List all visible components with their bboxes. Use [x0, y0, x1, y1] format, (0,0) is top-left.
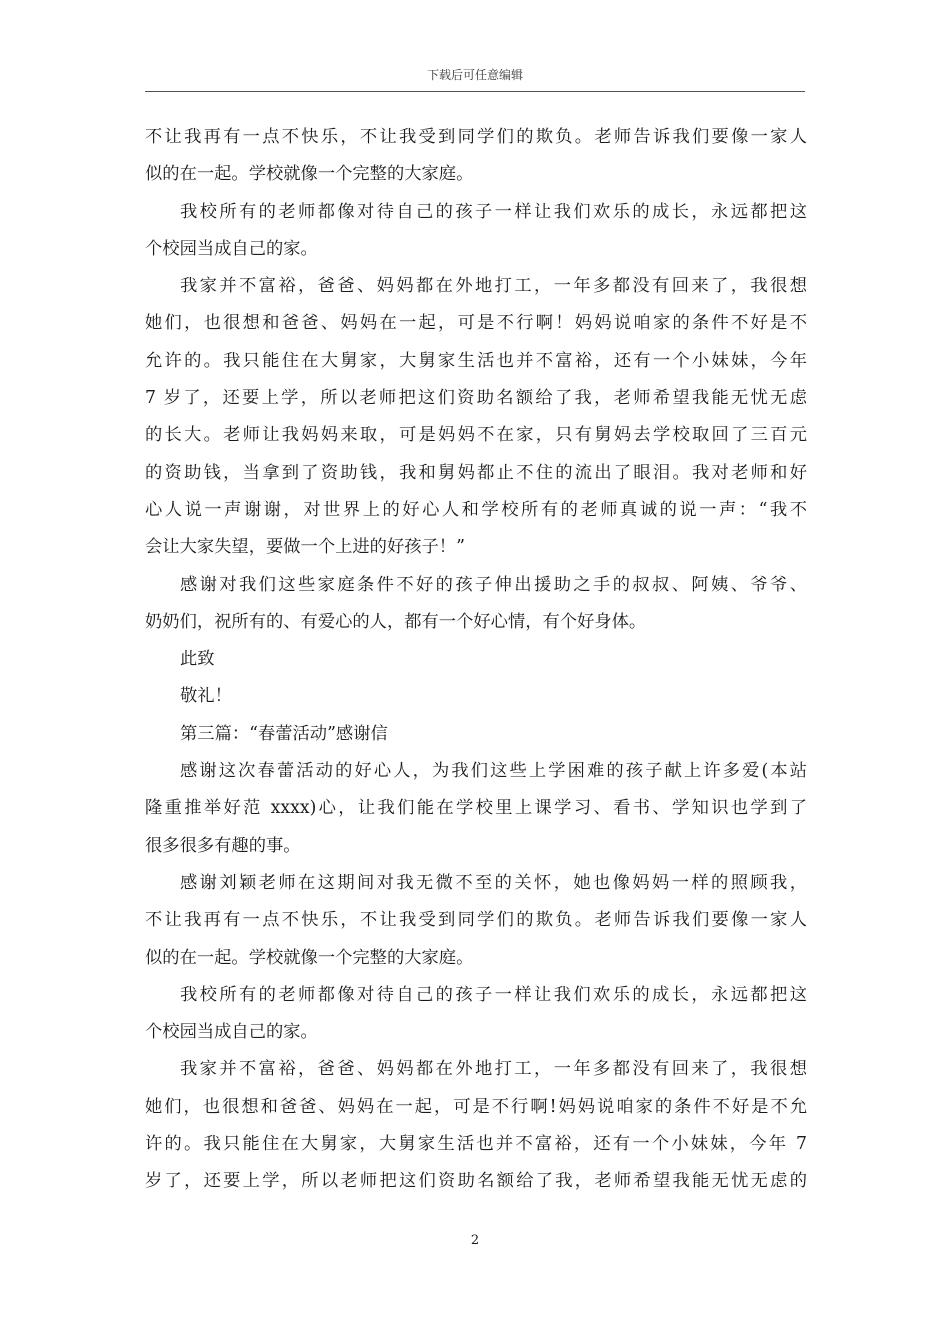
paragraph-start: 感谢这次春蕾活动的好心人，为我们这些上学困难的孩子献上许多爱(本站 [180, 761, 807, 782]
text-line: 不让我再有一点不快乐，不让我受到同学们的欺负。老师告诉我们要像一家人 [145, 910, 807, 931]
text-line: 会让大家失望，要做一个上进的好孩子！” [145, 537, 465, 558]
paragraph-start: 我家并不富裕，爸爸、妈妈都在外地打工，一年多都没有回来了，我很想 [180, 1059, 807, 1080]
text-line: 似的在一起。学校就像一个完整的大家庭。 [145, 947, 474, 968]
paragraph-start: 我校所有的老师都像对待自己的孩子一样让我们欢乐的成长，永远都把这 [180, 984, 807, 1005]
text-line: 7 岁了，还要上学，所以老师把这们资助名额给了我，老师希望我能无忧无虑 [145, 388, 807, 409]
text-line: 个校园当成自己的家。 [145, 1022, 318, 1043]
text-line: 奶奶们，祝所有的、有爱心的人，都有一个好心情，有个好身体。 [145, 611, 647, 632]
document-body [145, 119, 807, 1201]
text-line: 很多很多有趣的事。 [145, 835, 301, 856]
text-line: 不让我再有一点不快乐，不让我受到同学们的欺负。老师告诉我们要像一家人 [145, 127, 807, 147]
paragraph-start: 感谢对我们这些家庭条件不好的孩子伸出援助之手的叔叔、阿姨、爷爷、 [180, 574, 807, 595]
text-line: 个校园当成自己的家。 [145, 238, 318, 259]
text-line: 允许的。我只能住在大舅家，大舅家生活也并不富裕，还有一个小妹妹，今年 [145, 350, 807, 371]
text-line: 岁了，还要上学，所以老师把这们资助名额给了我，老师希望我能无忧无虑的 [145, 1171, 807, 1192]
page-header: 下载后可任意编辑 [426, 68, 523, 82]
text-line: 她们，也很想和爸爸、妈妈在一起，可是不行啊！妈妈说咱家的条件不好是不 [145, 313, 807, 334]
paragraph-start: 我校所有的老师都像对待自己的孩子一样让我们欢乐的成长，永远都把这 [180, 201, 807, 222]
page-number: 2 [470, 1233, 480, 1248]
closing-salutation: 敬礼！ [180, 686, 232, 707]
paragraph-start: 我家并不富裕，爸爸、妈妈都在外地打工，一年多都没有回来了，我很想 [180, 276, 807, 297]
closing-salutation: 此致 [180, 649, 215, 670]
text-line: 的资助钱，当拿到了资助钱，我和舅妈都止不住的流出了眼泪。我对老师和好 [145, 462, 807, 483]
text-line: 她们，也很想和爸爸、妈妈在一起，可是不行啊!妈妈说咱家的条件不好是不允 [145, 1096, 807, 1117]
text-line: 的长大。老师让我妈妈来取，可是妈妈不在家，只有舅妈去学校取回了三百元 [145, 425, 807, 446]
header-rule [145, 91, 805, 92]
text-line: 隆重推举好范 xxxx)心，让我们能在学校里上课学习、看书、学知识也学到了 [145, 798, 807, 819]
paragraph-start: 感谢刘颖老师在这期间对我无微不至的关怀，她也像妈妈一样的照顾我， [180, 872, 807, 893]
text-line: 许的。我只能住在大舅家，大舅家生活也并不富裕，还有一个小妹妹，今年 7 [145, 1134, 807, 1155]
text-line: 似的在一起。学校就像一个完整的大家庭。 [145, 164, 474, 185]
text-line: 心人说一声谢谢，对世界上的好心人和学校所有的老师真诚的说一声：“我不 [145, 499, 807, 520]
section-title: 第三篇：“春蕾活动”感谢信 [180, 723, 388, 744]
